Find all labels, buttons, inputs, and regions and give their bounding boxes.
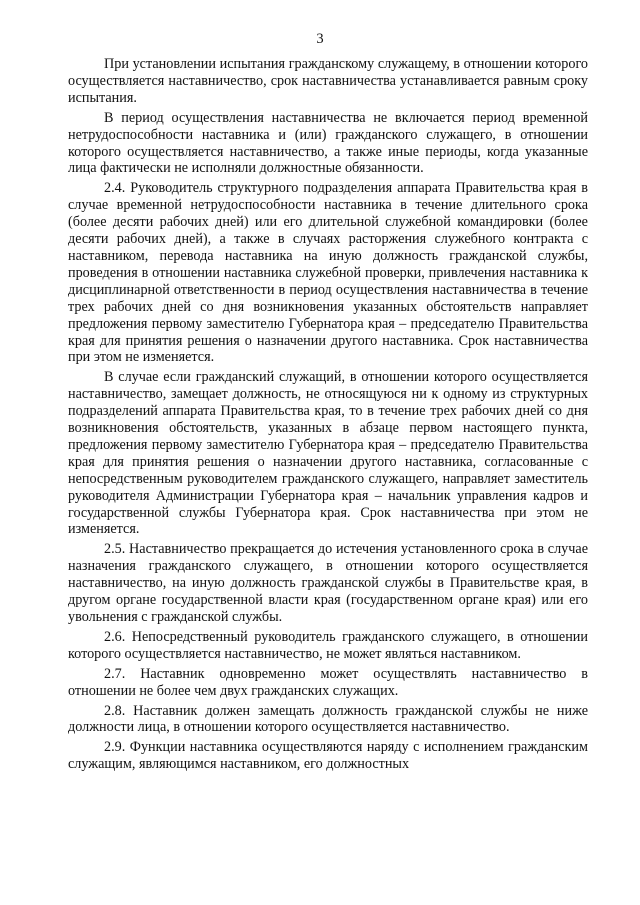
- paragraph-2-4: 2.4. Руководитель структурного подразделения аппарата Правительства края в случае временной нетрудоспособности наставника в течение длительного срока (более десяти рабочих дней) или его длительной служебной командировки (более десяти рабочих дней), а также в случаях расторжения служебного контракта с наставником, перевода наставника на иную должность гражданской службы, проведения в отношении наставника служебной проверки, привлечения наставника к дисциплинарной ответственности в период осуществления наставничества в течение трех рабочих дней со дня возникновения указанных обстоятельств направляет предложения первому заместителю Губернатора края – председателю Правительства края для принятия решения о назначении другого наставника. Срок наставничества при этом не изменяется.: [68, 180, 588, 366]
- page-number: 3: [316, 31, 324, 47]
- paragraph-excluded-periods: В период осуществления наставничества не включается период временной нетрудоспособности наставника и (или) гражданского служащего, в отношении которого осуществляется наставничество, а также иные периоды, когда указанные лица фактически не исполняли должностные обязанности.: [68, 109, 588, 177]
- paragraph-2-7: 2.7. Наставник одновременно может осуществлять наставничество в отношении не более чем двух гражданских служащих.: [68, 665, 588, 699]
- paragraph-trial-period: При установлении испытания гражданскому служащему, в отношении которого осуществляется наставничество, срок наставничества устанавливается равным сроку испытания.: [68, 56, 588, 106]
- paragraph-2-6: 2.6. Непосредственный руководитель гражданского служащего, в отношении которого осуществляется наставничество, не может являться наставником.: [68, 628, 588, 662]
- document-body: [68, 56, 588, 776]
- paragraph-2-5: 2.5. Наставничество прекращается до истечения установленного срока в случае назначения гражданского служащего, в отношении которого осуществляется наставничество, на иную должность гражданской службы в Правительстве края, в другом органе государственной власти края (государственном органе края) или его увольнения с гражданской службы.: [68, 541, 588, 625]
- paragraph-2-4-continued: В случае если гражданский служащий, в отношении которого осуществляется наставничество, замещает должность, не относящуюся ни к одному из структурных подразделений аппарата Правительства края, то в течение трех рабочих дней со дня возникновения обстоятельств, указанных в абзаце первом настоящего пункта, предложения первому заместителю Губернатора края – председателю Правительства края для принятия решения о назначении другого наставника, согласованные с непосредственным руководителем гражданского служащего, направляет заместитель руководителя Администрации Губернатора края – начальник управления кадров и государственной службы Губернатора края. Срок наставничества при этом не изменяется.: [68, 369, 588, 538]
- paragraph-2-8: 2.8. Наставник должен замещать должность гражданской службы не ниже должности лица, в отношении которого осуществляется наставничество.: [68, 702, 588, 736]
- paragraph-2-9: 2.9. Функции наставника осуществляются наряду с исполнением гражданским служащим, являющимся наставником, его должностных: [68, 739, 588, 773]
